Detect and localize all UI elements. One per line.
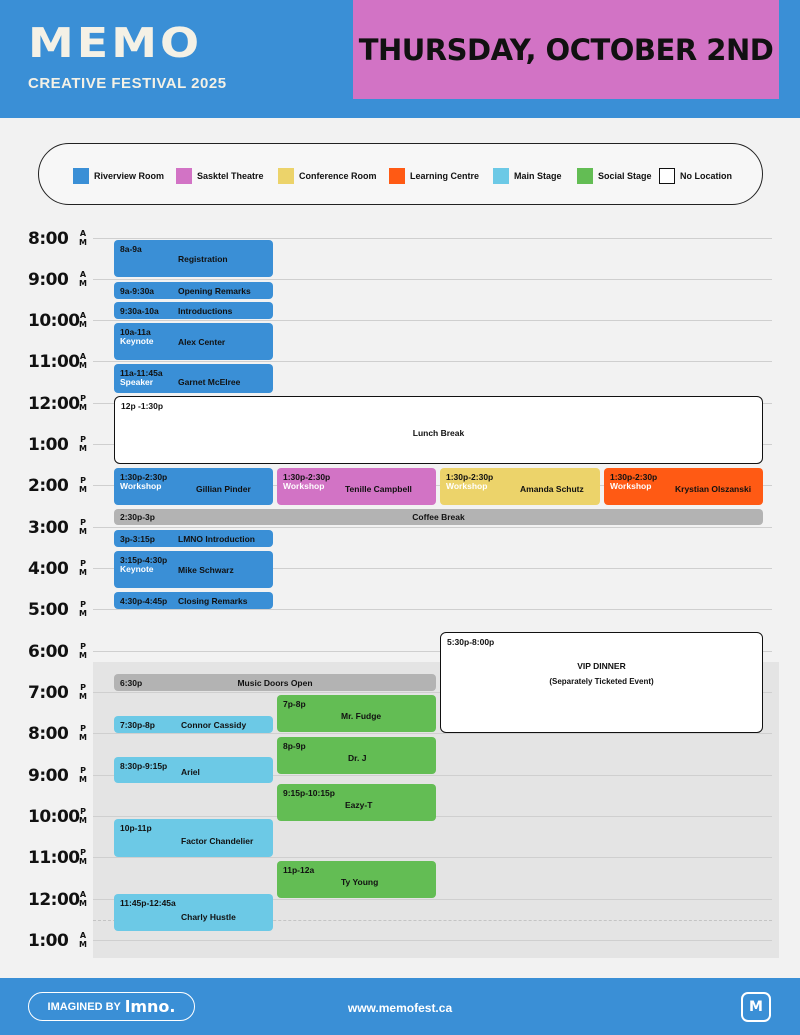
legend-swatch — [577, 168, 593, 184]
grid-line — [93, 238, 772, 239]
event-keynote-mike-schwarz[interactable] — [114, 551, 273, 588]
time-label: 7:00 P M — [28, 683, 87, 703]
grid-line — [93, 279, 772, 280]
event-name: Lunch Break — [412, 428, 465, 438]
time-label: 12:00 A M — [28, 890, 87, 910]
event-registration[interactable] — [114, 240, 273, 277]
time-label: 8:00 P M — [28, 724, 87, 744]
event-mr-fudge[interactable] — [277, 695, 436, 732]
legend-item-sasktel — [176, 168, 264, 184]
event-introductions[interactable] — [114, 302, 273, 319]
event-time: 10p-11p — [120, 823, 152, 833]
website-link[interactable]: www.memofest.ca — [347, 1001, 453, 1015]
event-workshop-krystian-olszanski[interactable] — [604, 468, 763, 505]
legend-label: Learning Centre — [410, 171, 480, 181]
festival-subtitle: CREATIVE FESTIVAL 2025 — [28, 75, 227, 92]
event-time: 10a-11a — [120, 327, 151, 337]
memo-logo-icon: M — [741, 992, 771, 1022]
legend-swatch — [389, 168, 405, 184]
event-opening-remarks[interactable] — [114, 282, 273, 299]
event-dr-j[interactable] — [277, 737, 436, 774]
legend-swatch — [73, 168, 89, 184]
event-name: Registration — [178, 254, 228, 264]
event-name: Opening Remarks — [178, 286, 251, 296]
event-time: 8a-9a — [120, 244, 142, 254]
time-label: 1:00 A M — [28, 931, 87, 951]
grid-line — [93, 609, 772, 610]
event-name: Connor Cassidy — [181, 720, 247, 730]
event-eazy-t[interactable] — [277, 784, 436, 821]
time-label: 4:00 P M — [28, 559, 87, 579]
time-label: 9:00 A M — [28, 270, 87, 290]
time-label: 10:00 P M — [28, 807, 87, 827]
event-time: 3p-3:15p — [120, 534, 155, 544]
legend-label: Main Stage — [514, 171, 562, 181]
grid-line — [93, 857, 772, 858]
event-kind: Workshop — [446, 481, 488, 491]
event-name: Alex Center — [178, 337, 226, 347]
event-name: Gillian Pinder — [196, 484, 251, 494]
legend-item-conference — [278, 168, 377, 184]
legend-item-learning — [389, 168, 479, 184]
event-name: Mike Schwarz — [178, 565, 234, 575]
date-title: THURSDAY, OCTOBER 2ND — [358, 32, 774, 67]
time-label: 11:00 A M — [28, 352, 87, 372]
event-time: 4:30p-4:45p — [120, 596, 168, 606]
event-name: Ariel — [181, 767, 200, 777]
event-kind: Keynote — [120, 564, 154, 574]
event-lunch-break[interactable] — [114, 396, 763, 464]
event-kind: Workshop — [610, 481, 652, 491]
event-time: 7p-8p — [283, 699, 306, 709]
lmno-wordmark: lmno. — [124, 997, 176, 1016]
event-name: Tenille Campbell — [345, 484, 412, 494]
event-kind: Keynote — [120, 336, 154, 346]
festival-logo: MEMO — [28, 18, 203, 67]
event-ty-young[interactable] — [277, 861, 436, 898]
event-speaker-garnet-mcelree[interactable] — [114, 364, 273, 393]
event-name: Music Doors Open — [237, 678, 313, 688]
time-label: 1:00 P M — [28, 435, 87, 455]
legend-swatch — [493, 168, 509, 184]
event-name: LMNO Introduction — [178, 534, 255, 544]
imagined-by-label: IMAGINED BY — [47, 1000, 121, 1013]
date-banner — [353, 0, 779, 99]
event-lmno-introduction[interactable] — [114, 530, 273, 547]
time-label: 12:00 P M — [28, 394, 87, 414]
event-time: 6:30p — [120, 678, 143, 688]
legend-label: Social Stage — [598, 171, 652, 181]
legend-item-no-location — [659, 168, 732, 184]
time-label: 5:00 P M — [28, 600, 87, 620]
time-label: 2:00 P M — [28, 476, 87, 496]
event-name: Ty Young — [341, 877, 379, 887]
event-closing-remarks[interactable] — [114, 592, 273, 609]
legend-swatch — [278, 168, 294, 184]
event-name: Factor Chandelier — [181, 836, 254, 846]
event-charly-hustle[interactable] — [114, 894, 273, 931]
event-kind: Workshop — [283, 481, 325, 491]
event-time: 11p-12a — [283, 865, 315, 875]
event-workshop-tenille-campbell[interactable] — [277, 468, 436, 505]
event-name: Coffee Break — [412, 512, 465, 522]
event-time: 9a-9:30a — [120, 286, 155, 296]
event-name: Introductions — [178, 306, 233, 316]
legend-item-riverview — [73, 168, 164, 184]
grid-line — [93, 527, 772, 528]
event-keynote-alex-center[interactable] — [114, 323, 273, 360]
event-kind: Speaker — [120, 377, 154, 387]
legend-swatch — [176, 168, 192, 184]
event-time: 8p-9p — [283, 741, 306, 751]
event-time: 1:30p-2:30p — [610, 472, 658, 482]
event-name: Dr. J — [348, 753, 367, 763]
time-label: 8:00 A M — [28, 229, 87, 249]
event-time: 5:30p-8:00p — [447, 637, 495, 647]
time-label: 9:00 P M — [28, 766, 87, 786]
event-note: (Separately Ticketed Event) — [549, 677, 654, 686]
time-label: 3:00 P M — [28, 518, 87, 538]
legend-label: Conference Room — [299, 171, 377, 181]
time-label: 10:00 A M — [28, 311, 87, 331]
legend-item-main-stage — [493, 168, 562, 184]
event-name: Charly Hustle — [181, 912, 236, 922]
event-time: 8:30p-9:15p — [120, 761, 168, 771]
event-name: Eazy-T — [345, 800, 373, 810]
event-coffee-break[interactable] — [114, 509, 763, 525]
time-label: 6:00 P M — [28, 642, 87, 662]
legend-label: Riverview Room — [94, 171, 165, 181]
event-vip-dinner[interactable] — [440, 632, 763, 733]
event-factor-chandelier[interactable] — [114, 819, 273, 857]
event-name: Garnet McElree — [178, 377, 241, 387]
legend-label: No Location — [680, 171, 732, 181]
event-ariel[interactable] — [114, 757, 273, 783]
grid-line — [93, 361, 772, 362]
event-name: VIP DINNER — [577, 661, 626, 671]
event-time: 2:30p-3p — [120, 512, 155, 522]
event-name: Amanda Schutz — [520, 484, 584, 494]
time-label: 11:00 P M — [28, 848, 87, 868]
event-time: 11a-11:45a — [120, 368, 163, 378]
event-workshop-gillian-pinder[interactable] — [114, 468, 273, 505]
footer — [0, 978, 800, 1035]
legend-swatch — [659, 168, 675, 184]
event-name: Mr. Fudge — [341, 711, 382, 721]
legend-label: Sasktel Theatre — [197, 171, 264, 181]
event-time: 12p -1:30p — [121, 401, 164, 411]
event-time: 7:30p-8p — [120, 720, 155, 730]
event-time: 1:30p-2:30p — [283, 472, 331, 482]
event-time: 11:45p-12:45a — [120, 898, 176, 908]
event-connor-cassidy[interactable] — [114, 716, 273, 733]
event-name: Closing Remarks — [178, 596, 248, 606]
legend-item-social-stage — [577, 168, 652, 184]
grid-line — [93, 320, 772, 321]
location-legend — [38, 143, 763, 205]
event-time: 9:15p-10:15p — [283, 788, 335, 798]
event-time: 1:30p-2:30p — [446, 472, 494, 482]
event-name: Krystian Olszanski — [675, 484, 752, 494]
event-time: 9:30a-10a — [120, 306, 159, 316]
event-time: 3:15p-4:30p — [120, 555, 168, 565]
grid-line — [93, 940, 772, 941]
event-workshop-amanda-schutz[interactable] — [440, 468, 600, 505]
event-time: 1:30p-2:30p — [120, 472, 168, 482]
grid-line — [93, 733, 772, 734]
event-music-doors-open[interactable] — [114, 674, 436, 691]
event-kind: Workshop — [120, 481, 162, 491]
